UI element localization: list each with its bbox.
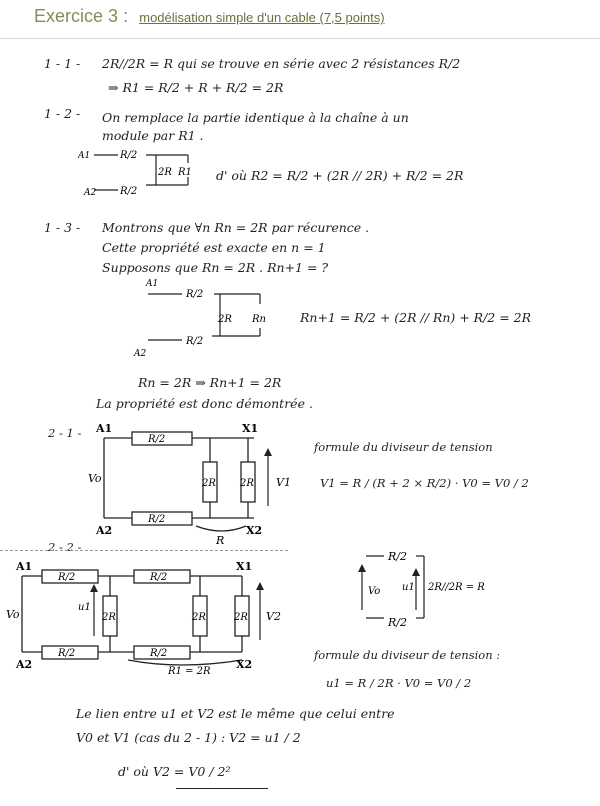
q13-implies: Rn = 2R ⇒ Rn+1 = 2R <box>138 375 282 390</box>
c1-X2: X2 <box>246 524 263 537</box>
c2-r-top2: R/2 <box>150 572 168 583</box>
c1-brace: R <box>216 534 225 547</box>
sketch1-r-R1: R1 <box>178 167 192 178</box>
c1-r-right: 2R <box>240 478 254 489</box>
sketch2-A2: A2 <box>134 349 147 359</box>
q13-conclusion: La propriété est donc démontrée . <box>96 396 313 411</box>
sketch2-r-bot: R/2 <box>186 336 204 347</box>
q22-text1: Le lien entre u1 et V2 est le même que celui entre <box>76 706 395 721</box>
c1-A1: A1 <box>96 422 113 435</box>
q13-result: Rn+1 = R/2 + (2R // Rn) + R/2 = 2R <box>300 310 532 325</box>
sketch1-A2: A2 <box>84 188 97 198</box>
q21-formula: V1 = R / (R + 2 × R/2) · V0 = V0 / 2 <box>320 476 529 490</box>
sketch2-r-Rn: Rn <box>252 314 266 325</box>
c2-X2: X2 <box>236 658 253 671</box>
s3-r-top: R/2 <box>388 550 407 563</box>
q11-line2: ⇒ R1 = R/2 + R + R/2 = 2R <box>108 80 284 95</box>
q12-result: d' où R2 = R/2 + (2R // 2R) + R/2 = 2R <box>216 168 464 183</box>
q13-line1: Montrons que ∀n Rn = 2R par récurence . <box>102 220 370 235</box>
c2-V2: V2 <box>266 610 281 623</box>
sketch-equivalent <box>346 546 496 632</box>
exercise-subtitle: modélisation simple d'un cable (7,5 points) <box>139 10 385 25</box>
c1-r-mid: 2R <box>202 478 216 489</box>
sketch2-r-top: R/2 <box>186 289 204 300</box>
sketch-module-r1 <box>78 145 208 203</box>
q13-line2: Cette propriété est exacte en n = 1 <box>102 240 326 255</box>
q22-formula: u1 = R / 2R · V0 = V0 / 2 <box>326 676 472 690</box>
q22-text2: V0 et V1 (cas du 2 - 1) : V2 = u1 / 2 <box>76 730 301 745</box>
title-colon: : <box>123 6 129 26</box>
q21-label: formule du diviseur de tension <box>314 440 493 454</box>
q22-final: d' où V2 = V0 / 2² <box>118 764 231 779</box>
sketch1-r-2R: 2R <box>158 167 172 178</box>
c1-X1: X1 <box>242 422 259 435</box>
q21-number: 2 - 1 - <box>48 426 82 440</box>
exercise-title: Exercice 3 <box>34 6 119 26</box>
c2-V0: Vo <box>6 608 20 621</box>
q13-line3: Supposons que Rn = 2R . Rn+1 = ? <box>102 260 329 275</box>
c2-A1: A1 <box>16 560 33 573</box>
circuit-2-1 <box>86 418 296 548</box>
q12-number: 1 - 2 - <box>44 106 81 121</box>
q13-number: 1 - 3 - <box>44 220 81 235</box>
c1-A2: A2 <box>96 524 113 537</box>
c2-u1: u1 <box>78 602 91 613</box>
s3-r-bot: R/2 <box>388 616 407 629</box>
c1-r-bot: R/2 <box>148 514 166 525</box>
sketch1-r-bot: R/2 <box>120 186 138 197</box>
section-divider <box>0 550 288 551</box>
header-rule <box>0 38 600 39</box>
c2-brace: R1 = 2R <box>168 666 211 676</box>
sketch-recurrence <box>130 278 280 360</box>
final-underline <box>176 788 268 789</box>
c2-r-right: 2R <box>234 612 248 623</box>
c1-V0: Vo <box>88 472 102 485</box>
q11-number: 1 - 1 - <box>44 56 81 71</box>
c2-r-top1: R/2 <box>58 572 76 583</box>
c1-V1: V1 <box>276 476 291 489</box>
c2-A2: A2 <box>16 658 33 671</box>
q22-number: 2 - 2 - <box>48 540 82 554</box>
sketch1-A1: A1 <box>78 151 91 161</box>
c2-r-bot1: R/2 <box>58 648 76 659</box>
c1-r-top: R/2 <box>148 434 166 445</box>
sketch2-A1: A1 <box>146 279 159 289</box>
c2-r-bot2: R/2 <box>150 648 168 659</box>
c2-X1: X1 <box>236 560 253 573</box>
sketch1-r-top: R/2 <box>120 150 138 161</box>
q12-line1: On remplace la partie identique à la chaîne à un <box>102 110 409 125</box>
c2-r-mid2: 2R <box>192 612 206 623</box>
sketch2-r-2R: 2R <box>218 314 232 325</box>
q22-label: formule du diviseur de tension : <box>314 648 501 662</box>
q11-line1: 2R//2R = R qui se trouve en série avec 2 résistances R/2 <box>102 56 461 71</box>
s3-V0: Vo <box>368 586 381 597</box>
c2-r-mid1: 2R <box>102 612 116 623</box>
exercise-header <box>34 6 385 27</box>
circuit-2-2 <box>4 556 294 676</box>
s3-u1: u1 <box>402 582 415 593</box>
q12-line2: module par R1 . <box>102 128 204 143</box>
s3-eq: 2R//2R = R <box>428 582 485 593</box>
